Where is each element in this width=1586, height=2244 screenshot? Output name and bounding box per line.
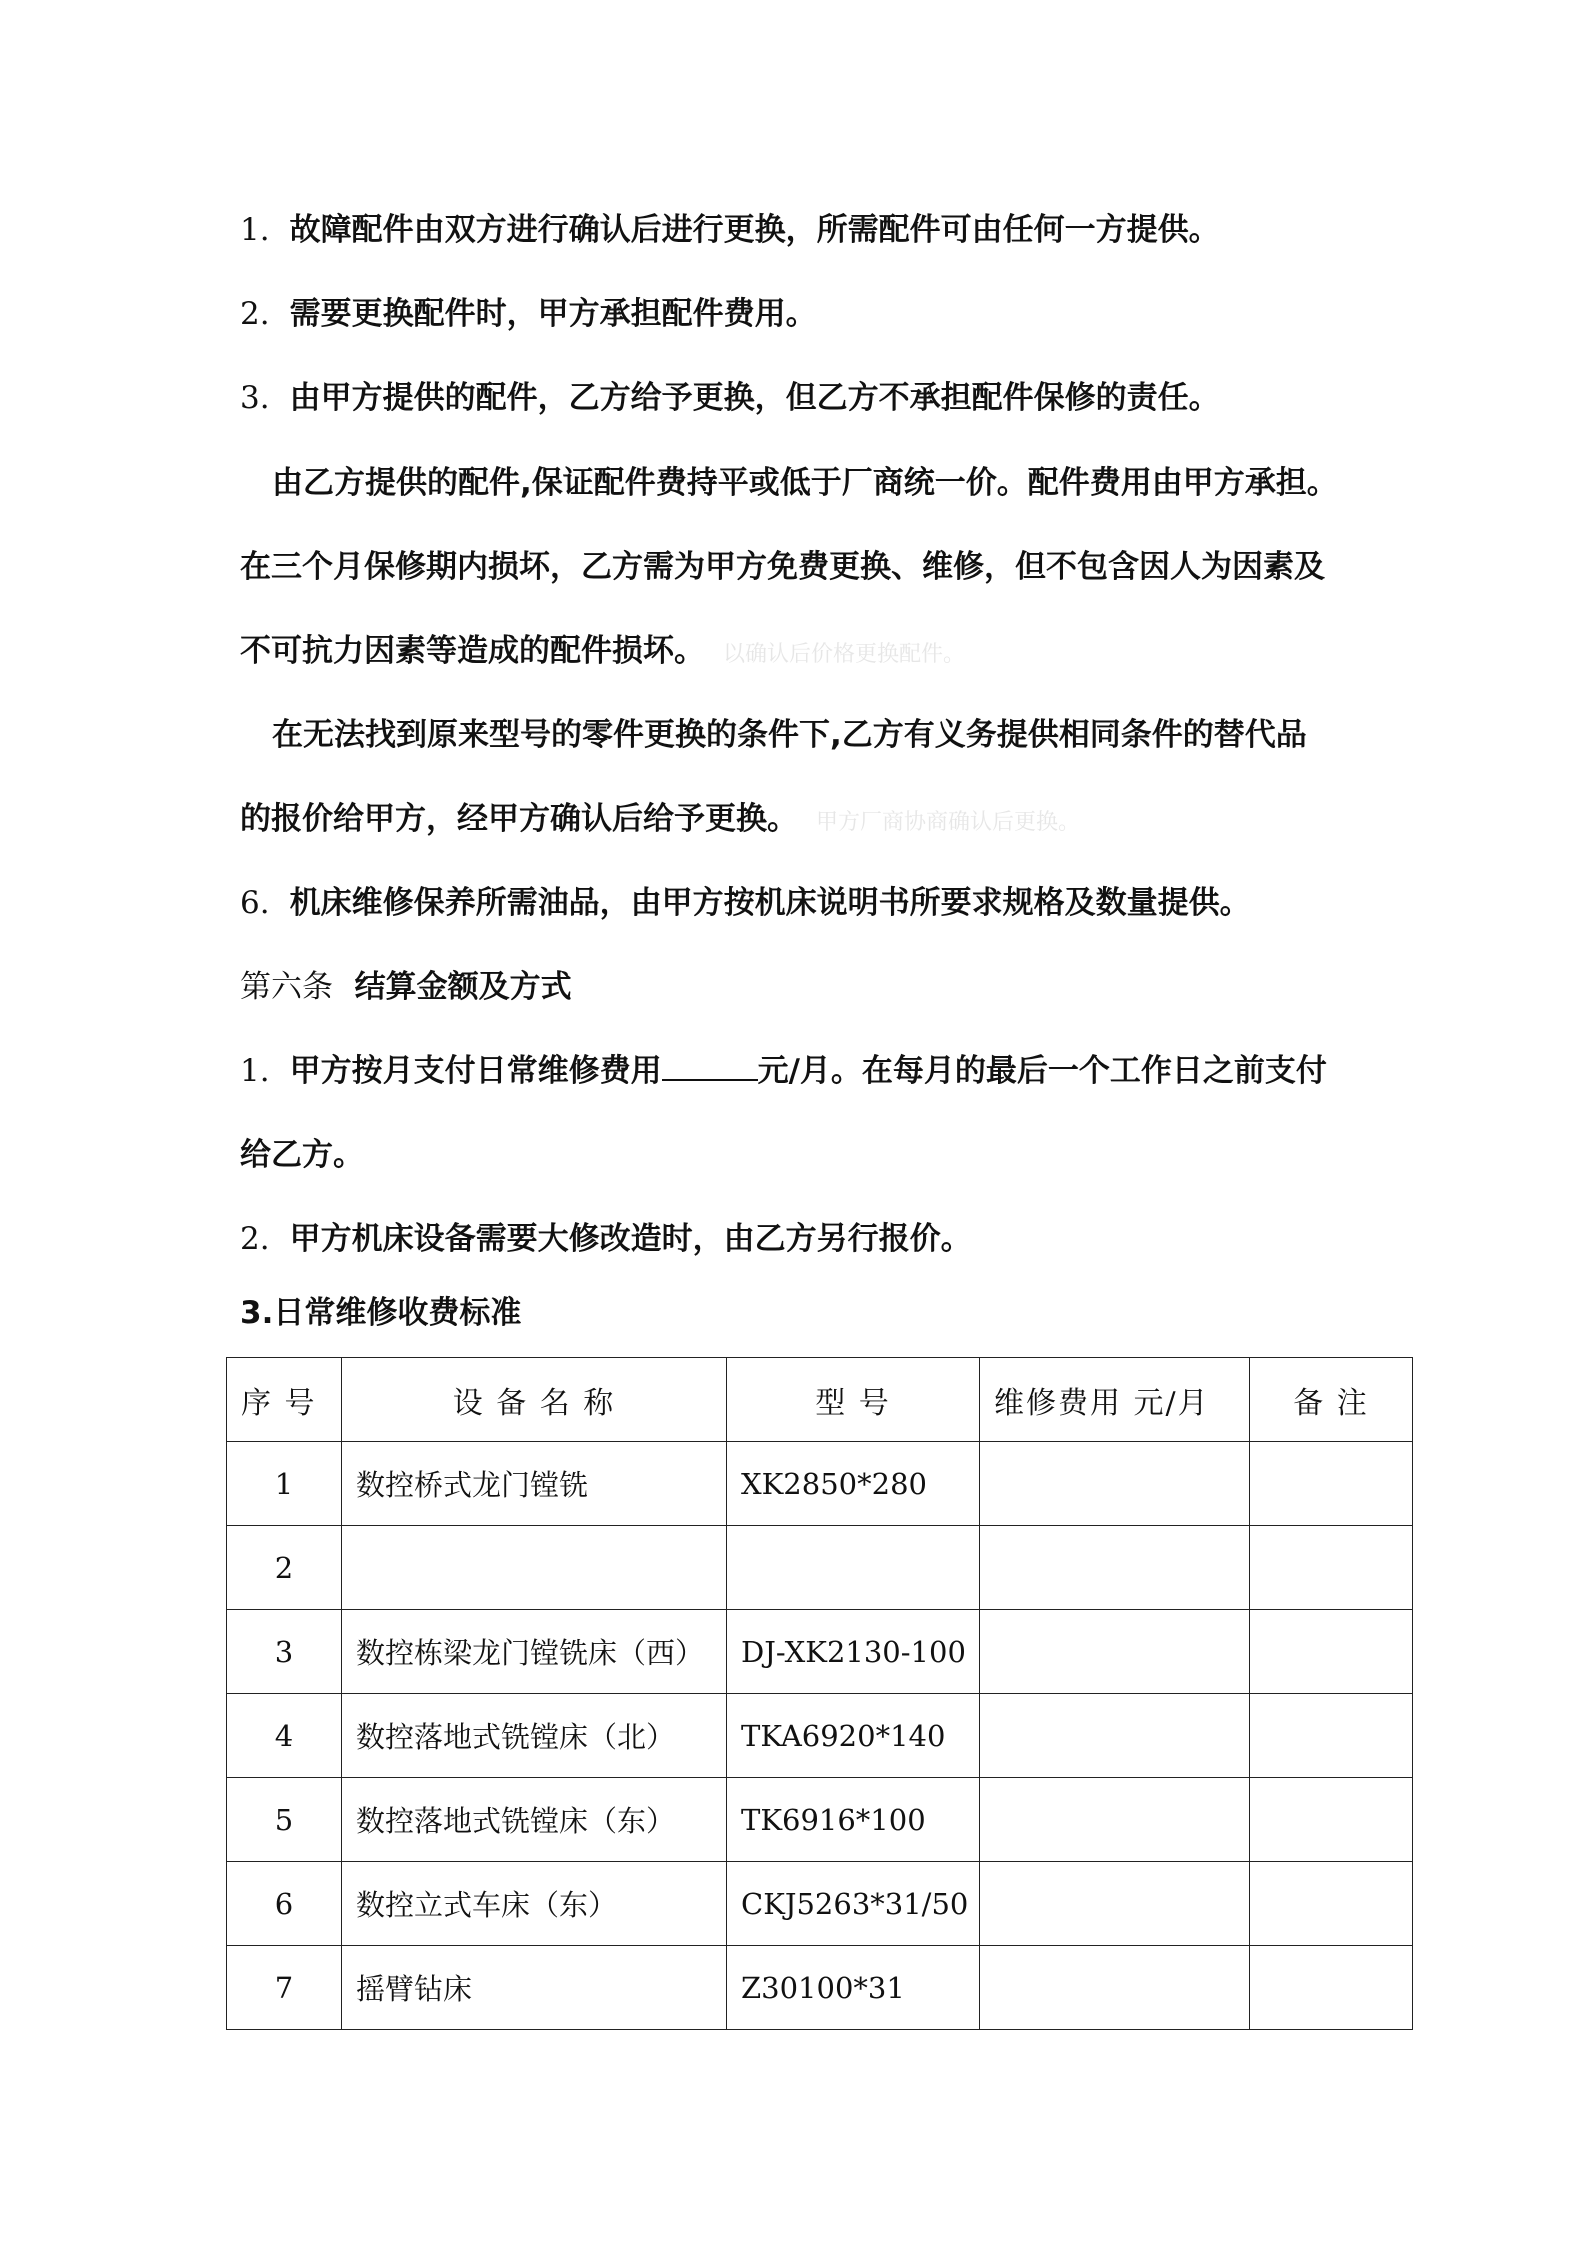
table-row (227, 1694, 1413, 1778)
item-text: 甲方机床设备需要大修改造时，由乙方另行报价。 (289, 1221, 972, 1257)
cell-equipment-name: 数控桥式龙门镗铣 (342, 1442, 727, 1526)
clause-item-4-line-1: 由乙方提供的配件,保证配件费持平或低于厂商统一价。配件费用由甲方承担。 (272, 465, 1338, 501)
item-number: 1. (240, 212, 270, 248)
cell-serial-no: 2 (227, 1526, 342, 1610)
cell-equipment-name: 数控落地式铣镗床（北） (342, 1694, 727, 1778)
header-model: 型 号 (727, 1358, 980, 1442)
fill-in-blank (662, 1049, 758, 1081)
cell-remarks (1250, 1946, 1413, 2030)
cell-model: DJ-XK2130-100 (727, 1610, 980, 1694)
item-number: 1. (240, 1053, 270, 1089)
cell-equipment-name: 数控立式车床（东） (342, 1862, 727, 1946)
table-row (227, 1862, 1413, 1946)
item-number: 2. (240, 1221, 270, 1257)
cell-model: TK6916*100 (727, 1778, 980, 1862)
cell-model: TKA6920*140 (727, 1694, 980, 1778)
item-text-after-blank: 元/月。在每月的最后一个工作日之前支付 (757, 1053, 1327, 1089)
clause-item-4-line-3 (240, 629, 965, 677)
faint-overlay-text: 以确认后价格更换配件。 (723, 642, 966, 667)
clause-item-3 (240, 376, 1220, 420)
cell-remarks (1250, 1442, 1413, 1526)
section-number: 第六条 (240, 969, 333, 1005)
fee-standard-table (226, 1357, 1413, 2030)
item-number: 3. (240, 380, 270, 416)
clause-item-2 (240, 292, 817, 336)
cell-remarks (1250, 1610, 1413, 1694)
cell-model: Z30100*31 (727, 1946, 980, 2030)
section-heading (240, 965, 572, 1009)
cell-remarks (1250, 1778, 1413, 1862)
cell-maintenance-fee (980, 1862, 1250, 1946)
cell-equipment-name: 摇臂钻床 (342, 1946, 727, 2030)
section-title: 结算金额及方式 (354, 969, 572, 1005)
table-row (227, 1946, 1413, 2030)
cell-maintenance-fee (980, 1610, 1250, 1694)
cell-serial-no: 5 (227, 1778, 342, 1862)
cell-model: XK2850*280 (727, 1442, 980, 1526)
header-remarks: 备 注 (1250, 1358, 1413, 1442)
item-number: 2. (240, 296, 270, 332)
cell-serial-no: 6 (227, 1862, 342, 1946)
table-row (227, 1610, 1413, 1694)
cell-equipment-name: 数控落地式铣镗床（东） (342, 1778, 727, 1862)
cell-model (727, 1526, 980, 1610)
cell-serial-no: 7 (227, 1946, 342, 2030)
header-serial-no: 序 号 (227, 1358, 342, 1442)
fee-standard-heading: 3.日常维修收费标准 (240, 1295, 522, 1331)
cell-remarks (1250, 1526, 1413, 1610)
item-number: 6. (240, 885, 270, 921)
faint-overlay-text: 甲方厂商协商确认后更换。 (816, 810, 1081, 835)
item-text: 需要更换配件时，甲方承担配件费用。 (289, 296, 817, 332)
cell-maintenance-fee (980, 1694, 1250, 1778)
payment-item-1-line-2: 给乙方。 (240, 1137, 364, 1173)
cell-equipment-name: 数控栋梁龙门镗铣床（西） (342, 1610, 727, 1694)
cell-maintenance-fee (980, 1778, 1250, 1862)
clause-item-4-line-2: 在三个月保修期内损坏，乙方需为甲方免费更换、维修，但不包含因人为因素及 (240, 549, 1325, 585)
table-row (227, 1778, 1413, 1862)
header-equipment-name: 设 备 名 称 (342, 1358, 727, 1442)
item-text: 的报价给甲方，经甲方确认后给予更换。 (240, 801, 798, 837)
item-text: 由甲方提供的配件，乙方给予更换，但乙方不承担配件保修的责任。 (289, 380, 1220, 416)
item-text: 故障配件由双方进行确认后进行更换，所需配件可由任何一方提供。 (289, 212, 1220, 248)
cell-remarks (1250, 1862, 1413, 1946)
table-row (227, 1526, 1413, 1610)
clause-item-1 (240, 208, 1220, 252)
cell-maintenance-fee (980, 1442, 1250, 1526)
cell-serial-no: 1 (227, 1442, 342, 1526)
cell-serial-no: 4 (227, 1694, 342, 1778)
clause-item-5-line-2 (240, 797, 1080, 845)
item-text: 机床维修保养所需油品，由甲方按机床说明书所要求规格及数量提供。 (289, 885, 1251, 921)
item-text-before-blank: 甲方按月支付日常维修费用 (289, 1053, 662, 1089)
payment-item-2 (240, 1217, 972, 1261)
table-header-row (227, 1358, 1413, 1442)
cell-maintenance-fee (980, 1526, 1250, 1610)
cell-remarks (1250, 1694, 1413, 1778)
clause-item-6 (240, 881, 1251, 925)
table-row (227, 1442, 1413, 1526)
cell-maintenance-fee (980, 1946, 1250, 2030)
cell-model: CKJ5263*31/50 (727, 1862, 980, 1946)
item-text: 不可抗力因素等造成的配件损坏。 (240, 633, 705, 669)
cell-serial-no: 3 (227, 1610, 342, 1694)
payment-item-1-line-1 (240, 1049, 1327, 1093)
clause-item-5-line-1: 在无法找到原来型号的零件更换的条件下,乙方有义务提供相同条件的替代品 (272, 717, 1307, 753)
cell-equipment-name (342, 1526, 727, 1610)
header-maintenance-fee: 维修费用 元/月 (980, 1358, 1250, 1442)
